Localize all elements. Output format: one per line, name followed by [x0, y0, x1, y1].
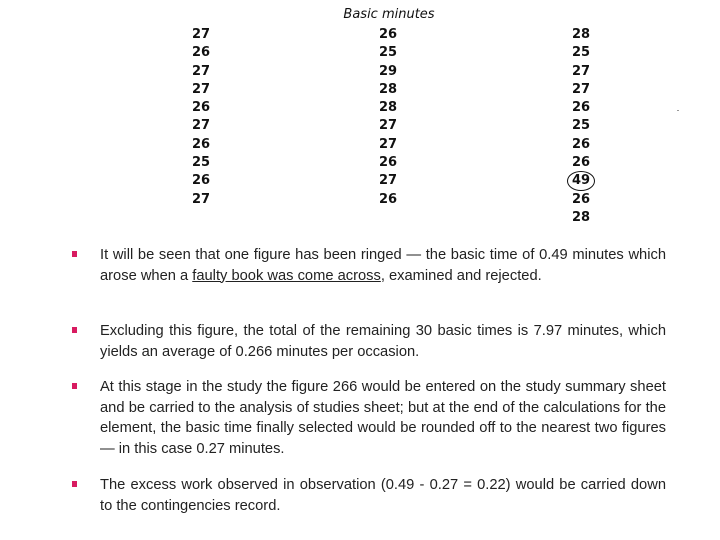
- cell: 26: [572, 191, 591, 207]
- cell: 26: [192, 136, 211, 152]
- bullet-text: At this stage in the study the figure 266 would be entered on the study summary sheet and be carried to the analysis of studies sheet; but at the end of the calculations for the element, the basic time finally selected would be rounded off to the nearest two figures — in this case 0.27 minutes.: [100, 379, 666, 457]
- bullet-text: Excluding this figure, the total of the remaining 30 basic times is 7.97 minutes, which yields an average of 0.266 minutes per occasion.: [100, 323, 666, 360]
- cell: 27: [379, 118, 398, 134]
- cell: 25: [572, 45, 591, 61]
- cell: 27: [379, 136, 398, 152]
- cell: 25: [192, 155, 211, 171]
- bullet-text: [100, 245, 666, 286]
- cell: 26: [379, 155, 398, 171]
- stray-mark: [677, 110, 679, 111]
- cell: 28: [572, 27, 591, 42]
- cell: 26: [192, 100, 211, 116]
- cell: 27: [192, 191, 211, 207]
- cell: 27: [192, 63, 211, 79]
- square-bullet-icon: [72, 327, 77, 333]
- underlined-phrase: faulty book was come across: [192, 267, 381, 284]
- table-title: Basic minutes: [343, 7, 435, 22]
- cell: 26: [379, 27, 398, 42]
- cell: 26: [192, 45, 211, 61]
- basic-minutes-column-3: [572, 26, 590, 227]
- bullet-text: The excess work observed in observation (0.49 - 0.27 = 0.22) would be carried down to the contingencies record.: [100, 477, 666, 514]
- cell: 27: [572, 63, 591, 79]
- cell: 27: [192, 81, 211, 97]
- cell: 26: [192, 173, 211, 189]
- cell: 26: [572, 136, 591, 152]
- cell: 27: [192, 118, 211, 134]
- square-bullet-icon: [72, 383, 77, 389]
- cell: 25: [572, 118, 591, 134]
- cell: 28: [379, 81, 398, 97]
- cell: 28: [572, 209, 591, 225]
- square-bullet-icon: [72, 251, 77, 257]
- bullet-text-pre: It will be seen that one figure has been ringed — the basic time of 0.49 minutes which arose when a: [100, 247, 666, 284]
- basic-minutes-column-2: [379, 26, 397, 209]
- ringed-value: 49: [572, 172, 590, 190]
- cell: 26: [379, 191, 398, 207]
- basic-minutes-column-1: [192, 26, 210, 209]
- cell: 26: [572, 155, 591, 171]
- cell: 26: [572, 100, 591, 116]
- square-bullet-icon: [72, 481, 77, 487]
- cell: 25: [379, 45, 398, 61]
- cell: 29: [379, 63, 398, 79]
- bullet-text-post: , examined and rejected.: [380, 267, 542, 284]
- ringed-cell: [572, 172, 590, 190]
- cell: 27: [572, 81, 591, 97]
- cell: 27: [192, 27, 211, 42]
- cell: 27: [379, 173, 398, 189]
- cell: 28: [379, 100, 398, 116]
